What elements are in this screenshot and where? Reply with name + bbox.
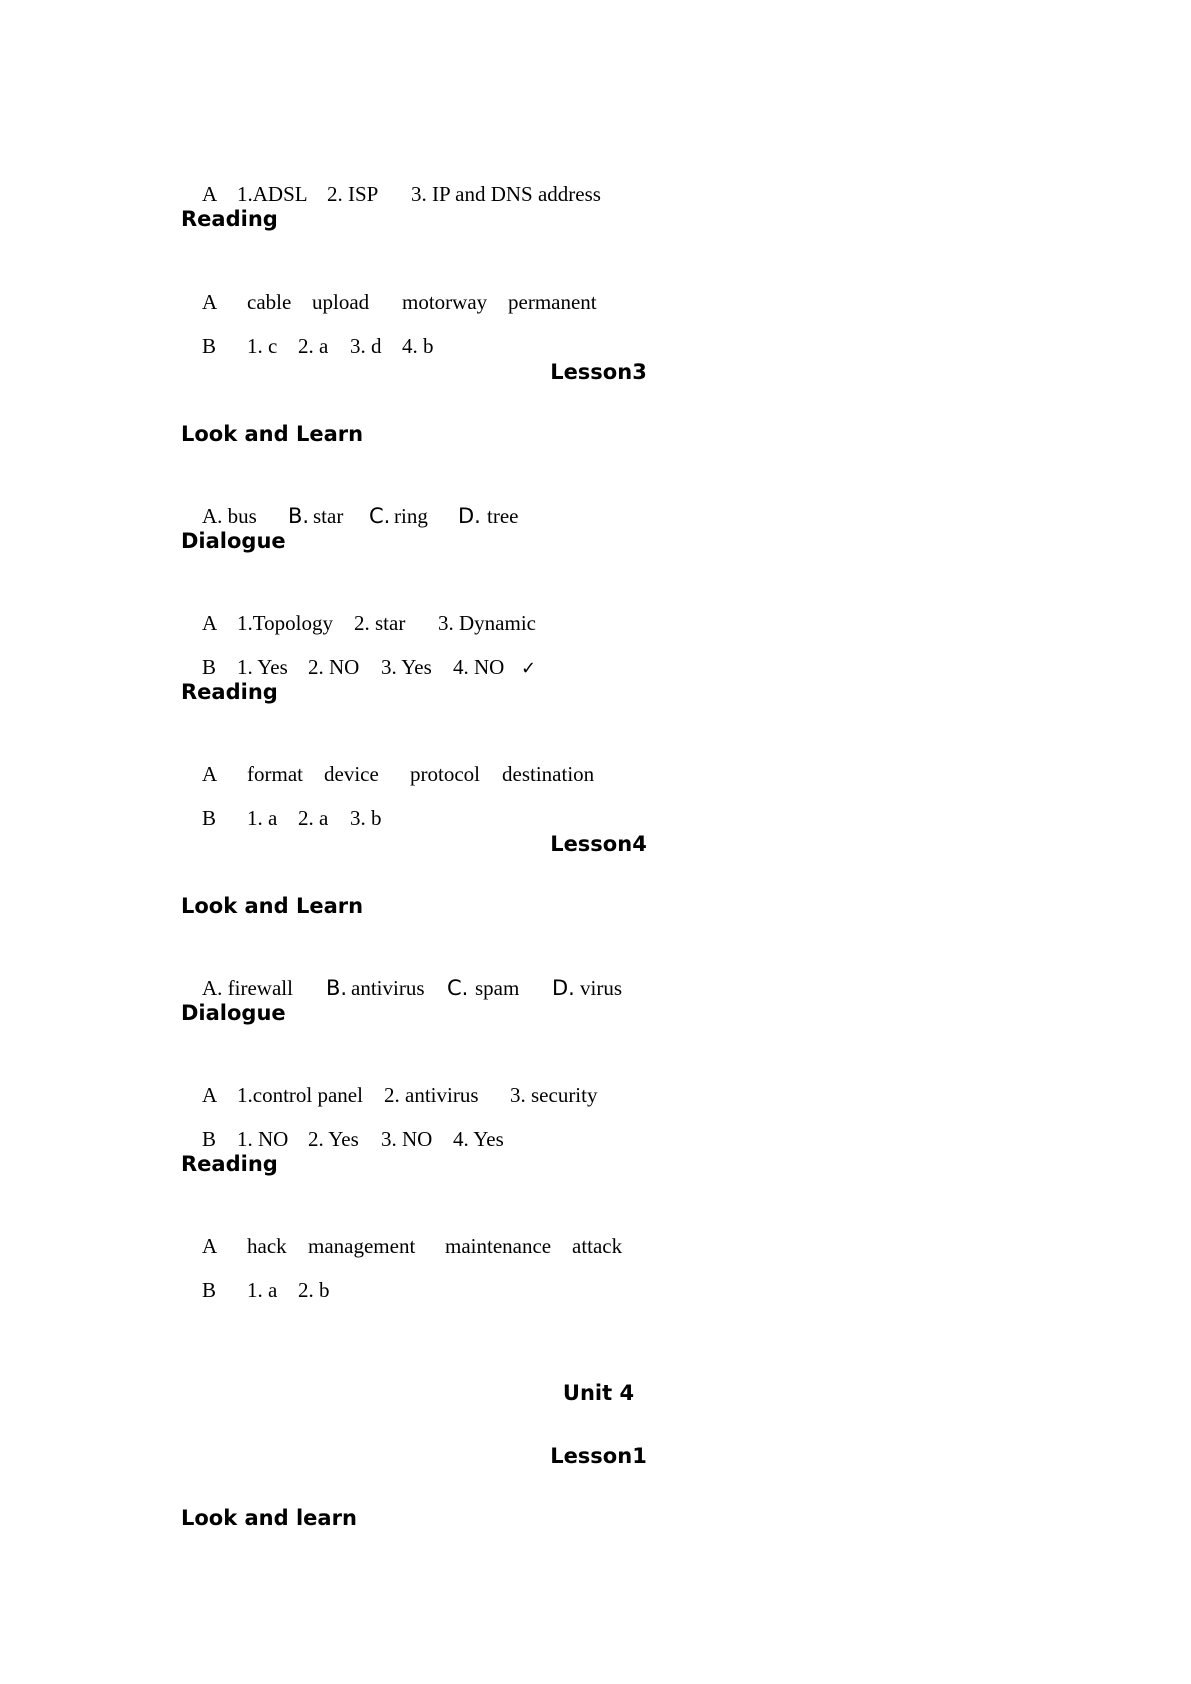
answer-item: tree [487, 504, 519, 528]
answer-label: A [202, 1083, 218, 1107]
answer-item: 3. b [350, 806, 382, 830]
answer-item: spam [475, 976, 520, 1000]
answer-item: format [247, 762, 303, 786]
answer-item: 1. a [247, 806, 278, 830]
option-letter: B. [326, 976, 348, 1000]
answer-item: 4. NO [453, 655, 505, 679]
check-mark-icon: ✓ [521, 658, 537, 679]
answer-item: ring [394, 504, 428, 528]
answer-label: B [202, 1127, 217, 1151]
answer-item: maintenance [445, 1234, 552, 1258]
answer-item: 2. NO [308, 655, 360, 679]
answer-line [181, 1259, 330, 1322]
section-heading: Look and Learn [181, 894, 364, 918]
answer-item: motorway [402, 290, 488, 314]
answer-item: 3. security [510, 1083, 598, 1107]
answer-item: 3. NO [381, 1127, 433, 1151]
answer-item: star [313, 504, 344, 528]
answer-item: 3. IP and DNS address [411, 182, 601, 206]
answer-item: 2. antivirus [384, 1083, 479, 1107]
answer-item: hack [247, 1234, 287, 1258]
section-heading: Reading [181, 207, 278, 231]
answer-item: 1.control panel [237, 1083, 363, 1107]
lesson-title: Lesson4 [550, 832, 647, 856]
answer-item: antivirus [351, 976, 425, 1000]
option-letter: B. [288, 504, 310, 528]
answer-item: 1.Topology [237, 611, 333, 635]
answer-label: A [202, 290, 218, 314]
answer-label: A [202, 1234, 218, 1258]
answer-item: A. bus [202, 504, 257, 528]
answer-item: 3. Dynamic [438, 611, 536, 635]
answer-item: protocol [410, 762, 480, 786]
answer-item: 1. c [247, 334, 278, 358]
lesson-title: Lesson1 [550, 1444, 647, 1468]
answer-item: 4. Yes [453, 1127, 504, 1151]
answer-label: A [202, 182, 218, 206]
answer-item: upload [312, 290, 370, 314]
option-letter: C. [369, 504, 391, 528]
answer-item: 3. Yes [381, 655, 432, 679]
answer-item: 2. Yes [308, 1127, 359, 1151]
answer-label: B [202, 806, 217, 830]
answer-label: A [202, 611, 218, 635]
answer-item: virus [580, 976, 622, 1000]
option-letter: C. [447, 976, 469, 1000]
answer-item: 1.ADSL [237, 182, 308, 206]
answer-item: permanent [508, 290, 597, 314]
section-heading: Dialogue [181, 529, 286, 553]
answer-item: attack [572, 1234, 623, 1258]
section-heading: Dialogue [181, 1001, 286, 1025]
answer-item: 1. Yes [237, 655, 288, 679]
section-heading: Reading [181, 1152, 278, 1176]
answer-item: 2. star [354, 611, 406, 635]
unit-title: Unit 4 [562, 1381, 635, 1405]
lesson-title: Lesson3 [550, 360, 647, 384]
answer-label: B [202, 655, 217, 679]
answer-item: 4. b [402, 334, 434, 358]
section-heading: Reading [181, 680, 278, 704]
answer-item: 1. a [247, 1278, 278, 1302]
answer-item: cable [247, 290, 292, 314]
section-heading: Look and learn [181, 1506, 357, 1530]
answer-item: 1. NO [237, 1127, 289, 1151]
option-letter: D. [552, 976, 575, 1000]
answer-label: B [202, 334, 217, 358]
answer-item: 2. b [298, 1278, 330, 1302]
answer-item: 2. a [298, 806, 329, 830]
answer-item: 3. d [350, 334, 382, 358]
answer-item: 2. a [298, 334, 329, 358]
answer-item: management [308, 1234, 416, 1258]
answer-label: B [202, 1278, 217, 1302]
answer-label: A [202, 762, 218, 786]
answer-item: 2. ISP [327, 182, 379, 206]
option-letter: D. [458, 504, 481, 528]
section-heading: Look and Learn [181, 422, 364, 446]
answer-item: A. firewall [202, 976, 293, 1000]
answer-item: destination [502, 762, 595, 786]
answer-item: device [324, 762, 379, 786]
